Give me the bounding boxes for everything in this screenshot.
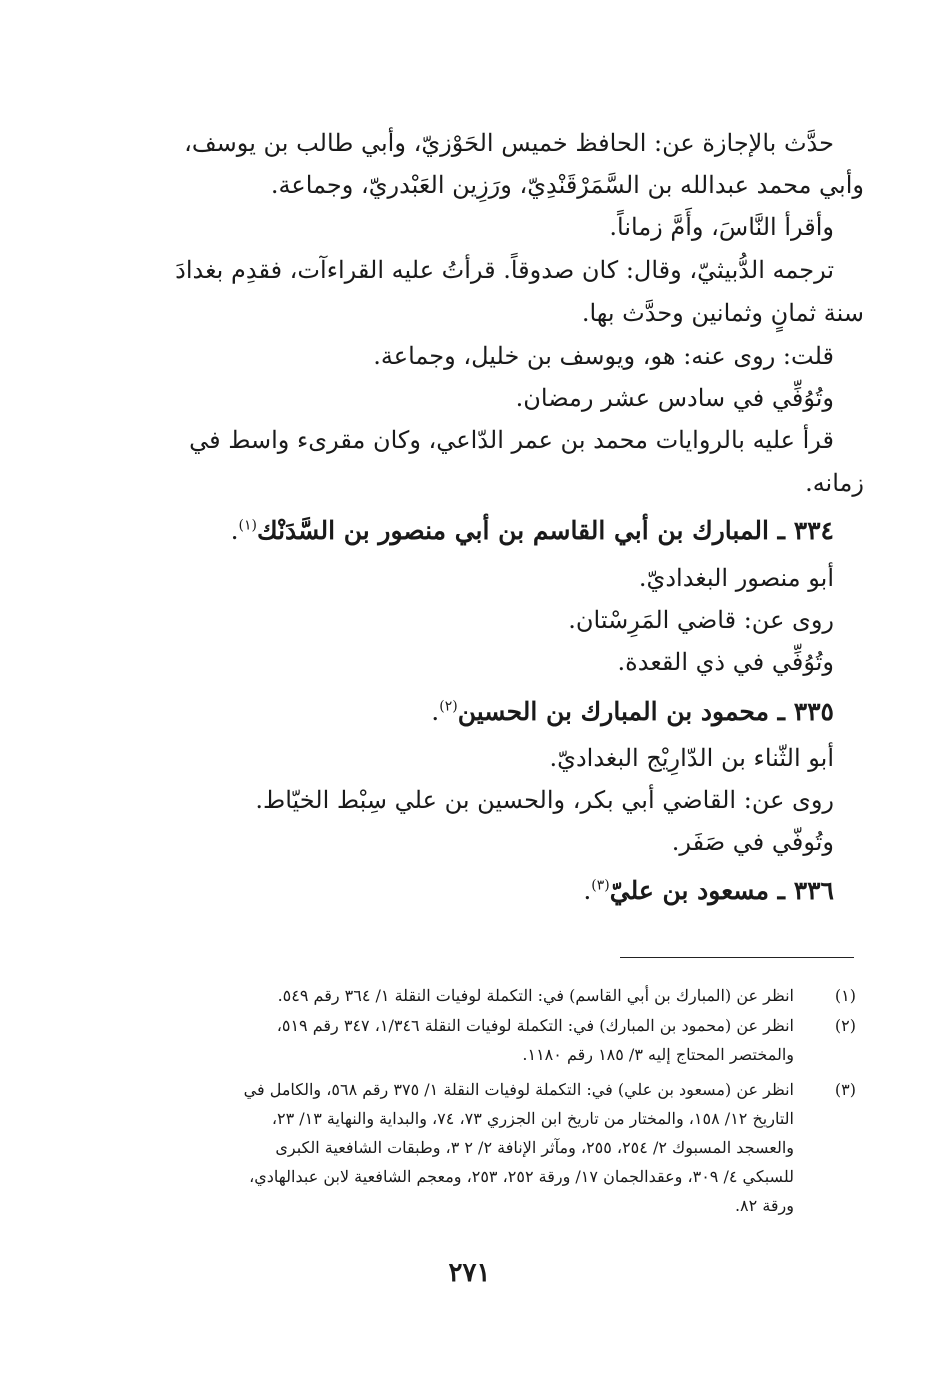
entry-334-title: ٣٣٤ ـ المبارك بن أبي القاسم بن أبي منصور بن السَّدَنْك (257, 516, 834, 545)
entry-334-period: . (230, 516, 239, 545)
entry-336-title: ٣٣٦ ـ مسعود بن عليّ (609, 876, 834, 905)
entry-336-heading (583, 873, 834, 909)
entry-334-line-1: أبو منصور البغداديّ. (638, 564, 834, 592)
footnote-2-line-1: انظر عن (محمود بن المبارك) في: التكملة لوفيات النقلة ١/٣٤٦، ٣٤٧ رقم ٥١٩، (276, 1016, 794, 1035)
entry-335-heading (431, 694, 834, 730)
body-line-4: ترجمه الدُّبيثيّ، وقال: كان صدوقاً. قرأتُ عليه القراءآت، فقدِم بغدادَ (175, 256, 834, 284)
footnote-2-number: (٢) (834, 1016, 856, 1035)
body-line-5: سنة ثمانٍ وثمانين وحدَّث بها. (581, 299, 864, 327)
footnote-separator (620, 957, 854, 958)
footnote-3-line-1: انظر عن (مسعود بن علي) في: التكملة لوفيات النقلة ١/ ٣٧٥ رقم ٥٦٨، والكامل في (243, 1080, 794, 1099)
entry-334-line-3: وتُوُفِّي في ذي القعدة. (617, 648, 834, 676)
entry-334-line-2: روى عن: قاضي المَرِسْتان. (568, 606, 834, 634)
body-line-1: حدَّث بالإجازة عن: الحافظ خميس الحَوْزيّ، وأبي طالب بن يوسف، (184, 129, 834, 157)
body-line-8: قرأ عليه بالروايات محمد بن عمر الدّاعي، وكان مقرىء واسط في (189, 426, 834, 454)
entry-335-line-2: روى عن: القاضي أبي بكر، والحسين بن علي سِبْط الخيّاط. (255, 786, 834, 814)
footnote-ref-1[interactable]: (١) (238, 517, 257, 534)
entry-335-line-1: أبو الثّناء بن الدّارِيْج البغداديّ. (549, 744, 834, 772)
entry-335-line-3: وتُوفّي في صَفَر. (671, 828, 834, 856)
footnote-ref-2[interactable]: (٢) (439, 698, 458, 715)
footnote-3-number: (٣) (834, 1080, 856, 1099)
footnote-1-number: (١) (834, 986, 856, 1005)
footnote-3-line-3: والعسجد المسبوك ٢/ ٢٥٤، ٢٥٥، ومآثر الإنافة ٢/ ٢ ٣، وطبقات الشافعية الكبرى (275, 1138, 794, 1157)
footnote-2-line-2: والمختصر المحتاج إليه ٣/ ١٨٥ رقم ١١٨٠. (522, 1045, 794, 1064)
page-number: ٢٧١ (448, 1258, 491, 1288)
entry-335-title: ٣٣٥ ـ محمود بن المبارك بن الحسين (457, 697, 834, 726)
footnote-3-line-2: التاريخ ١٢/ ١٥٨، والمختار من تاريخ ابن الجزري ٧٣، ٧٤، والبداية والنهاية ١٣/ ٢٣، (271, 1109, 794, 1128)
entry-334-heading (231, 513, 834, 549)
entry-335-period: . (431, 697, 440, 726)
footnote-ref-3[interactable]: (٣) (591, 877, 610, 894)
footnote-3-line-4: للسبكي ٤/ ٣٠٩، وعقدالجمان ١٧/ ورقة ٢٥٢، ٢٥٣، ومعجم الشافعية لابن عبدالهادي، (249, 1167, 794, 1186)
body-line-6: قلت: روى عنه: هو، ويوسف بن خليل، وجماعة. (373, 342, 834, 370)
footnote-1-line-1: انظر عن (المبارك بن أبي القاسم) في: التكملة لوفيات النقلة ١/ ٣٦٤ رقم ٥٤٩. (277, 986, 794, 1005)
body-line-7: وتُوُفِّي في سادس عشر رمضان. (515, 384, 834, 412)
entry-336-period: . (583, 876, 592, 905)
body-line-2: وأبي محمد عبدالله بن السَّمَرْقَنْدِيّ، ورَزِين العَبْدريّ، وجماعة. (270, 171, 864, 199)
body-line-3: وأقرأ النَّاسَ، وأَمَّ زماناً. (609, 213, 834, 241)
footnote-3-line-5: ورقة ٨٢. (734, 1196, 794, 1215)
body-line-9: زمانه. (805, 469, 864, 497)
